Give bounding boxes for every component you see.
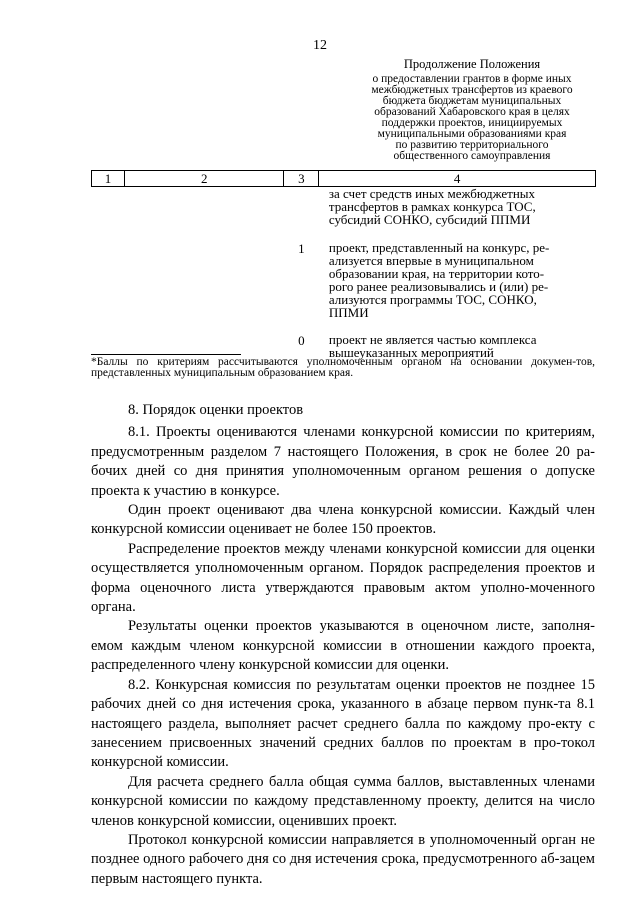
footnote: *Баллы по критериям рассчитываются уполномоченным органом на основании докумен-тов, представленных муниципальным образованием края.: [91, 356, 595, 379]
table-row: [92, 187, 596, 227]
column-header: 2: [125, 171, 284, 187]
continuation-subtitle-line: межбюджетных трансфертов из краевого: [371, 84, 573, 96]
continuation-subtitle-line: по развитию территориального: [395, 139, 549, 151]
score-cell: 0: [298, 333, 305, 348]
body-paragraph: Один проект оценивают два члена конкурсной комиссии. Каждый член конкурсной комиссии оценивает не более 150 проектов.: [91, 502, 595, 538]
criterion-text-line: трансфертов в рамках конкурса ТОС,: [328, 199, 536, 214]
criterion-text-line: вышеуказанных мероприятий: [328, 345, 494, 360]
continuation-subtitle-line: поддержки проектов, инициируемых: [381, 117, 563, 129]
score-cell: [284, 187, 319, 227]
criterion-text-line: рого ранее реализовывались и (или) ре-: [328, 279, 549, 294]
continuation-subtitle-line: образований Хабаровского края в целях: [374, 106, 570, 118]
body-paragraph: 8.2. Конкурсная комиссия по результатам оценки проектов не позднее 15 рабочих дней со дня истечения срока, указанного в абзаце первом пунк-та 8.1 настоящего раздела, выполняет расчет среднего балла по каждому про-екту с занесением присвоенных значений средних баллов по проектам в про-токол конкурсной комиссии.: [91, 676, 595, 771]
criterion-text-cell: [319, 319, 596, 359]
criteria-table: [91, 170, 596, 359]
continuation-subtitle-line: общественного самоуправления: [393, 150, 551, 162]
section-body: [91, 401, 595, 889]
body-paragraph: 8.1. Проекты оцениваются членами конкурсной комиссии по критериям, предусмотренным разделом 7 настоящего Положения, в срок не более 20 ра-бочих дней со дня принятия уполномоченным органом решения о допуске проекта к участию в конкурсе.: [91, 424, 595, 499]
criterion-text-cell: [319, 226, 596, 319]
body-paragraph: Результаты оценки проектов указываются в оценочном листе, заполня-емом каждым членом конкурсной комиссии в отношении каждого проекта, распределенного члену конкурсной комиссии для оценки.: [91, 618, 595, 674]
section-heading: 8. Порядок оценки проектов: [128, 402, 304, 418]
criterion-text-line: ализуются программы ТОС, СОНКО,: [328, 292, 537, 307]
continuation-subtitle-line: бюджета бюджетам муниципальных: [382, 95, 562, 107]
body-paragraph: Распределение проектов между членами конкурсной комиссии для оценки осуществляется уполномоченным органом. Порядок распределения проектов и форма оценочного листа утверждаются правовым актом уполно-моченного органа.: [91, 540, 595, 616]
table-row: [92, 319, 596, 359]
table-header-row: [92, 171, 596, 187]
document-continuation-header: [352, 59, 592, 162]
criterion-text-line: проект не является частью комплекса: [328, 332, 537, 347]
table-row: [92, 226, 596, 319]
criterion-text-line: за счет средств иных межбюджетных: [328, 186, 536, 201]
page-number: 12: [313, 38, 327, 53]
criterion-text-line: субсидий СОНКО, субсидий ППМИ: [328, 212, 531, 227]
criterion-text-line: образовании края, на территории кото-: [328, 266, 545, 281]
continuation-title: Продолжение Положения: [403, 57, 541, 71]
continuation-subtitle-line: муниципальными образованиями края: [377, 128, 567, 140]
criterion-text-cell: [319, 187, 596, 227]
criterion-text-line: ППМИ: [328, 305, 369, 320]
column-header: 3: [284, 171, 319, 187]
score-cell: 1: [298, 241, 305, 256]
criterion-text-line: ализуется впервые в муниципальном: [328, 253, 534, 268]
body-paragraph: Протокол конкурсной комиссии направляется в уполномоченный орган не позднее одного рабочего дня со дня истечения срока, предусмотренного аб-зацем первым настоящего пункта.: [91, 831, 595, 887]
continuation-subtitle-line: о предоставлении грантов в форме иных: [372, 73, 572, 85]
footnote-separator: [91, 354, 241, 355]
body-paragraph: Для расчета среднего балла общая сумма баллов, выставленных членами конкурсной комиссии по каждому представленному проекту, делится на число членов конкурсной комиссии, оценивших проект.: [91, 773, 595, 829]
column-header: 4: [319, 171, 596, 187]
criterion-text-line: проект, представленный на конкурс, ре-: [328, 240, 550, 255]
column-header: 1: [92, 171, 125, 187]
